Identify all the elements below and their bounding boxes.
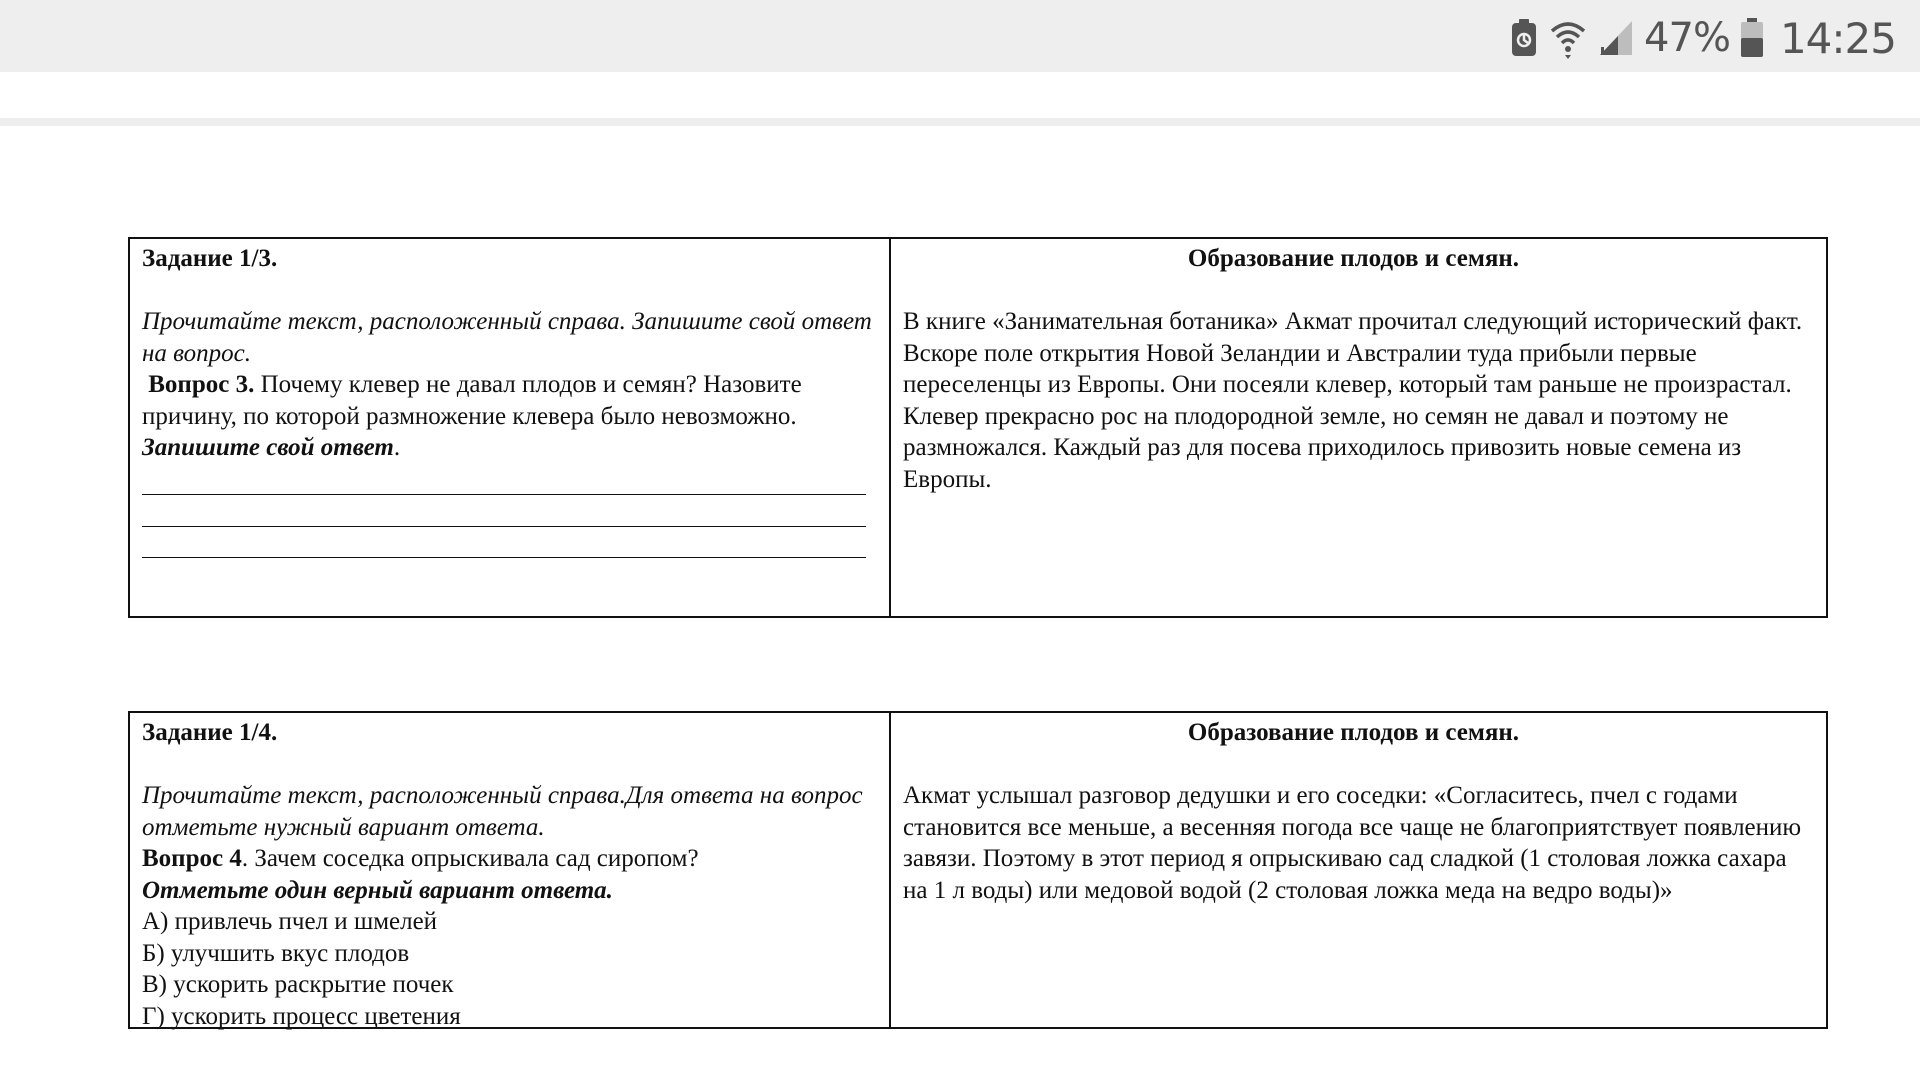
answer-prompt: [142, 432, 877, 464]
task-table-1-4: [128, 711, 1828, 1029]
question-text: Почему клевер не давал плодов и семян? Назовите причину, по которой размножение клевера было невозможно.: [142, 371, 802, 430]
task-instruction: Прочитайте текст, расположенный справа.Для ответа на вопрос отметьте нужный вариант ответа.: [142, 782, 863, 841]
reading-paragraph: Вскоре поле открытия Новой Зеландии и Австралии туда прибыли первые переселенцы из Европы. Они посеяли клевер, который там раньше не произрастал. Клевер прекрасно рос на плодородной земле, но семян не давал и поэтому не размножался. Каждый раз для посева приходилось привозить новые семена из Европы.: [903, 339, 1792, 493]
answer-option-c[interactable]: В) ускорить раскрытие почек: [142, 971, 454, 998]
task-table-1-3: [128, 237, 1828, 618]
answer-option-a[interactable]: А) привлечь пчел и шмелей: [142, 908, 438, 935]
status-bar: [0, 0, 1920, 72]
task-left-column: [130, 713, 891, 1030]
answer-line[interactable]: [142, 527, 866, 559]
reading-paragraph: В книге «Занимательная ботаника» Акмат прочитал следующий исторический факт.: [903, 308, 1803, 335]
question-text: . Зачем соседка опрыскивала сад сиропом?: [241, 845, 699, 872]
task-label: Задание 1/4.: [142, 719, 278, 746]
answer-option-b[interactable]: Б) улучшить вкус плодов: [142, 939, 410, 967]
answer-line[interactable]: [142, 464, 866, 496]
divider-band: [0, 118, 1920, 126]
battery-percent: 47%: [1644, 15, 1730, 61]
clock: 14:25: [1779, 13, 1896, 63]
answer-line[interactable]: [142, 495, 866, 527]
signal-icon: [1598, 19, 1634, 57]
task-right-column: [891, 239, 1826, 616]
battery-icon: [1740, 18, 1764, 58]
nfc-icon: [1510, 18, 1538, 58]
reading-title: Образование плодов и семян.: [1187, 245, 1520, 272]
reading-paragraph: Акмат услышал разговор дедушки и его соседки: «Согласитесь, пчел с годами становится все меньше, а весенняя погода все чаще не благоприятствует появлению завязи. Поэтому в этот период я опрыскиваю сад сладкой (1 столовая ложка сахара на 1 л воды) или медовой водой (2 столовая ложка меда на ведро воды)»: [903, 782, 1802, 904]
task-right-column: [891, 713, 1826, 1027]
question: [142, 369, 877, 432]
task-label: Задание 1/3.: [142, 245, 278, 272]
answer-prompt-bold: Запишите свой ответ: [142, 434, 394, 461]
answer-prompt-tail: .: [393, 434, 401, 461]
question-label: Вопрос 3.: [148, 371, 255, 398]
answer-option-d[interactable]: Г) ускорить процесс цветения: [142, 1002, 461, 1030]
reading-title: Образование плодов и семян.: [1187, 719, 1520, 746]
task-left-column: [130, 239, 891, 616]
question: [142, 843, 877, 875]
answer-prompt: Отметьте один верный вариант ответа.: [142, 876, 613, 904]
question-label: Вопрос 4: [142, 845, 242, 872]
wifi-icon: [1548, 17, 1588, 59]
status-icons: [1510, 10, 1896, 66]
task-instruction: Прочитайте текст, расположенный справа. Запишите свой ответ на вопрос.: [142, 308, 872, 367]
